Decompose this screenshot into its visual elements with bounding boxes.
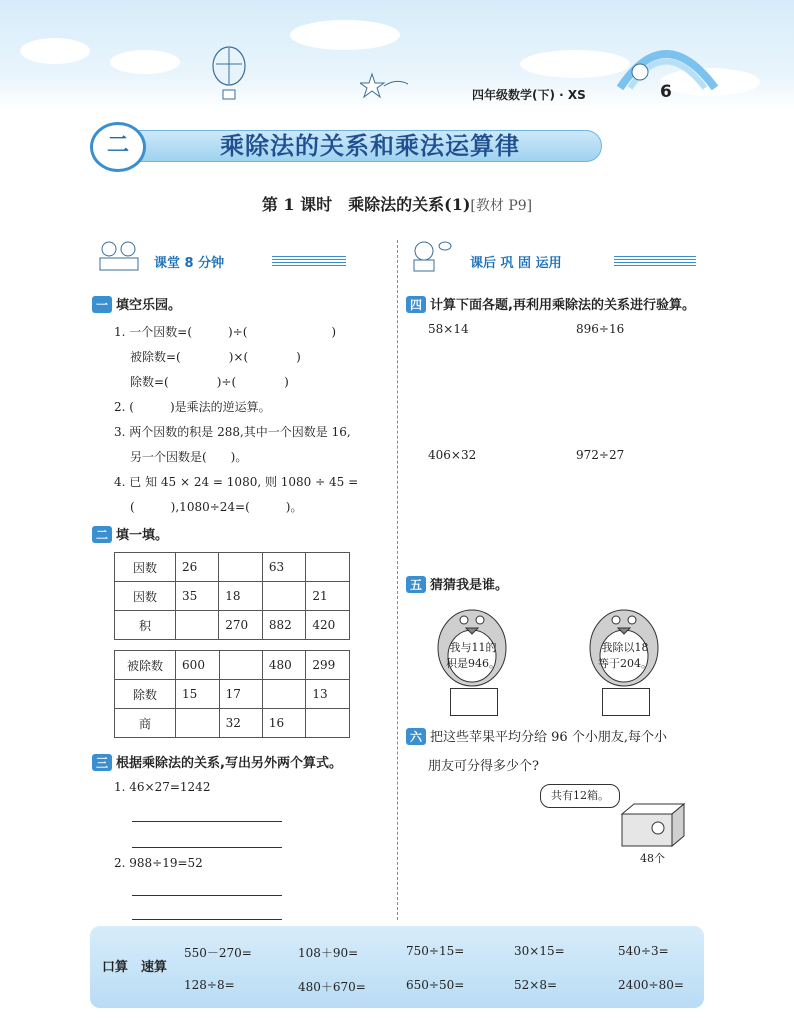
table-cell: 480 xyxy=(262,651,306,680)
table-cell: 商 xyxy=(115,709,176,738)
unit-title-band xyxy=(90,118,606,168)
mental-math-item: 650÷50= xyxy=(406,978,465,992)
answer-box[interactable] xyxy=(602,688,650,716)
question-4-title: 计算下面各题,再利用乘除法的关系进行验算。 xyxy=(430,298,695,313)
question-5-heading xyxy=(406,574,706,593)
question-1-line: 3. 两个因数的积是 288,其中一个因数是 16, xyxy=(114,425,351,439)
table-cell xyxy=(176,709,220,738)
dividend-quotient-table xyxy=(114,650,350,738)
question-3 xyxy=(92,752,392,771)
mental-math-item: 540÷3= xyxy=(618,944,669,958)
question-1-badge: 一 xyxy=(92,296,112,313)
table-cell: 17 xyxy=(219,680,262,709)
table-cell xyxy=(262,680,306,709)
question-3-title: 根据乘除法的关系,写出另外两个算式。 xyxy=(116,756,342,771)
question-5-title: 猜猜我是谁。 xyxy=(430,578,509,593)
mental-math-item: 750÷15= xyxy=(406,944,465,958)
rainbow-icon xyxy=(610,30,720,90)
question-5 xyxy=(406,574,706,593)
mental-math-item: 550－270= xyxy=(184,946,252,960)
mental-math-panel xyxy=(90,926,704,1008)
column-divider xyxy=(397,240,398,920)
table-cell: 35 xyxy=(176,582,219,611)
unit-title: 乘除法的关系和乘法运算律 xyxy=(220,132,520,160)
hot-air-balloon-icon xyxy=(206,46,252,102)
question-3-heading xyxy=(92,752,392,771)
mental-math-item: 2400÷80= xyxy=(618,978,684,992)
question-6 xyxy=(406,726,706,774)
table-cell xyxy=(219,651,262,680)
question-1-line: 2. ( )是乘法的逆运算。 xyxy=(114,400,271,414)
table-row xyxy=(115,651,350,680)
answer-line xyxy=(132,918,282,920)
question-3-badge: 三 xyxy=(92,754,112,771)
table-cell: 299 xyxy=(306,651,350,680)
calculation-item: 58×14 xyxy=(428,322,469,336)
star-kite-icon xyxy=(360,72,410,102)
table-cell xyxy=(176,611,219,640)
speech-bubble: 共有12箱。 xyxy=(540,784,620,808)
table-cell: 270 xyxy=(219,611,263,640)
page-number: 6 xyxy=(660,82,672,102)
table-cell: 18 xyxy=(219,582,263,611)
calculation-item: 972÷27 xyxy=(576,448,625,462)
cloud-decoration xyxy=(20,38,90,64)
mental-math-item: 480＋670= xyxy=(298,980,366,994)
table-cell: 26 xyxy=(176,553,219,582)
table-cell: 16 xyxy=(262,709,306,738)
lesson-heading xyxy=(0,192,794,215)
question-1-title: 填空乐园。 xyxy=(116,298,182,313)
header-sky-background xyxy=(0,0,794,110)
answer-line xyxy=(132,894,282,896)
table-cell: 积 xyxy=(115,611,176,640)
table-cell: 因数 xyxy=(115,582,176,611)
classroom-banner xyxy=(96,240,346,274)
homework-label: 课后 巩 固 运用 xyxy=(470,256,562,271)
mental-math-item: 30×15= xyxy=(514,944,565,958)
penguin-1-speech: 我与11的积是946。 xyxy=(446,641,500,670)
unit-number: 二 xyxy=(90,122,146,172)
mental-math-item: 52×8= xyxy=(514,978,558,992)
question-6-heading xyxy=(406,726,706,745)
question-4-heading xyxy=(406,294,706,313)
table-row xyxy=(115,553,350,582)
table-cell xyxy=(219,553,263,582)
calculation-item: 896÷16 xyxy=(576,322,625,336)
answer-line xyxy=(132,820,282,822)
mental-math-item: 128÷8= xyxy=(184,978,235,992)
question-1-heading xyxy=(92,294,392,313)
cloud-decoration xyxy=(110,50,180,74)
question-3-item: 1. 46×27=1242 xyxy=(114,780,211,794)
question-5-badge: 五 xyxy=(406,576,426,593)
table-cell: 因数 xyxy=(115,553,176,582)
table-row xyxy=(115,709,350,738)
question-2-badge: 二 xyxy=(92,526,112,543)
question-1 xyxy=(92,294,392,515)
question-3-item: 2. 988÷19=52 xyxy=(114,856,203,870)
cloud-decoration xyxy=(290,20,400,50)
question-1-line: 除数=( )÷( ) xyxy=(130,375,289,389)
table-cell: 被除数 xyxy=(115,651,176,680)
table-cell: 420 xyxy=(306,611,350,640)
mental-math-label: 口算 速算 xyxy=(102,960,168,975)
children-reading-icon xyxy=(96,240,142,272)
answer-box[interactable] xyxy=(450,688,498,716)
table-cell: 除数 xyxy=(115,680,176,709)
question-4 xyxy=(406,294,706,313)
question-6-badge: 六 xyxy=(406,728,426,745)
answer-line xyxy=(132,846,282,848)
question-2 xyxy=(92,524,392,543)
classroom-label: 课堂 8 分钟 xyxy=(154,256,225,271)
factor-product-table xyxy=(114,552,350,640)
homework-banner xyxy=(406,240,696,274)
apple-box-icon xyxy=(618,800,688,850)
penguin-2-speech: 我除以18等于204。 xyxy=(598,641,652,670)
table-cell: 882 xyxy=(262,611,306,640)
table-row xyxy=(115,582,350,611)
table-cell: 600 xyxy=(176,651,220,680)
book-info: 四年级数学(下) · XS xyxy=(472,88,586,102)
calculation-item: 406×32 xyxy=(428,448,477,462)
table-cell: 63 xyxy=(262,553,306,582)
box-label: 48个 xyxy=(640,852,665,865)
table-row xyxy=(115,611,350,640)
table-cell: 15 xyxy=(176,680,220,709)
question-1-line: 被除数=( )×( ) xyxy=(130,350,301,364)
textbook-reference: [教材 P9] xyxy=(470,198,533,214)
question-2-heading xyxy=(92,524,392,543)
table-cell: 32 xyxy=(219,709,262,738)
girl-icon xyxy=(406,240,452,272)
question-1-line: 4. 已 知 45 × 24 = 1080, 则 1080 ÷ 45 = xyxy=(114,475,359,489)
banner-lines xyxy=(614,256,696,268)
question-1-line: 另一个因数是( )。 xyxy=(130,450,248,464)
table-cell: 21 xyxy=(306,582,350,611)
mental-math-item: 108＋90= xyxy=(298,946,359,960)
question-4-badge: 四 xyxy=(406,296,426,313)
question-1-line: 1. 一个因数=( )÷( ) xyxy=(114,325,337,339)
question-2-title: 填一填。 xyxy=(116,528,169,543)
question-6-title: 把这些苹果平均分给 96 个小朋友,每个小 xyxy=(430,730,667,745)
question-6-title-cont: 朋友可分得多少个? xyxy=(428,759,539,774)
table-cell xyxy=(262,582,306,611)
table-cell: 13 xyxy=(306,680,350,709)
lesson-title: 第 1 课时 乘除法的关系(1) xyxy=(261,195,471,214)
table-cell xyxy=(306,709,350,738)
table-cell xyxy=(306,553,350,582)
table-row xyxy=(115,680,350,709)
question-1-line: ( ),1080÷24=( )。 xyxy=(130,500,303,514)
banner-lines xyxy=(272,256,346,268)
